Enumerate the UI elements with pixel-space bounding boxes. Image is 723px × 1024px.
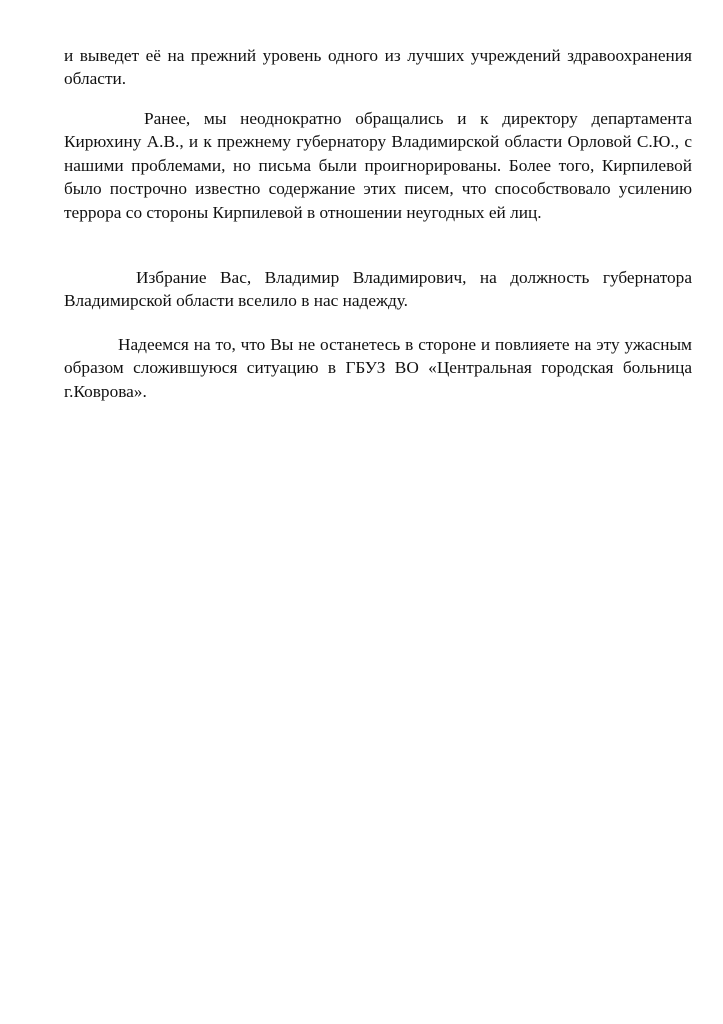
paragraph-request: Надеемся на то, что Вы не останетесь в стороне и повлияете на эту ужасным образом сложившуюся ситуацию в ГБУЗ ВО «Центральная городская больница г.Коврова». xyxy=(64,335,692,401)
paragraph-election-hope: Избрание Вас, Владимир Владимирович, на должность губернатора Владимирской области вселило в нас надежду. xyxy=(64,268,692,311)
paragraph-previous-appeals: Ранее, мы неоднократно обращались и к директору департамента Кирюхину А.В., и к прежнему губернатору Владимирской области Орловой С.Ю., с нашими проблемами, но письма были проигнорированы. Более того, Кирпилевой было построчно известно содержание этих писем, что способствовало усилению террора со стороны Кирпилевой в отношении неугодных ей лиц. xyxy=(64,109,692,222)
paragraph-continuation: и выведет её на прежний уровень одного из лучших учреждений здравоохранения области. xyxy=(64,46,692,89)
